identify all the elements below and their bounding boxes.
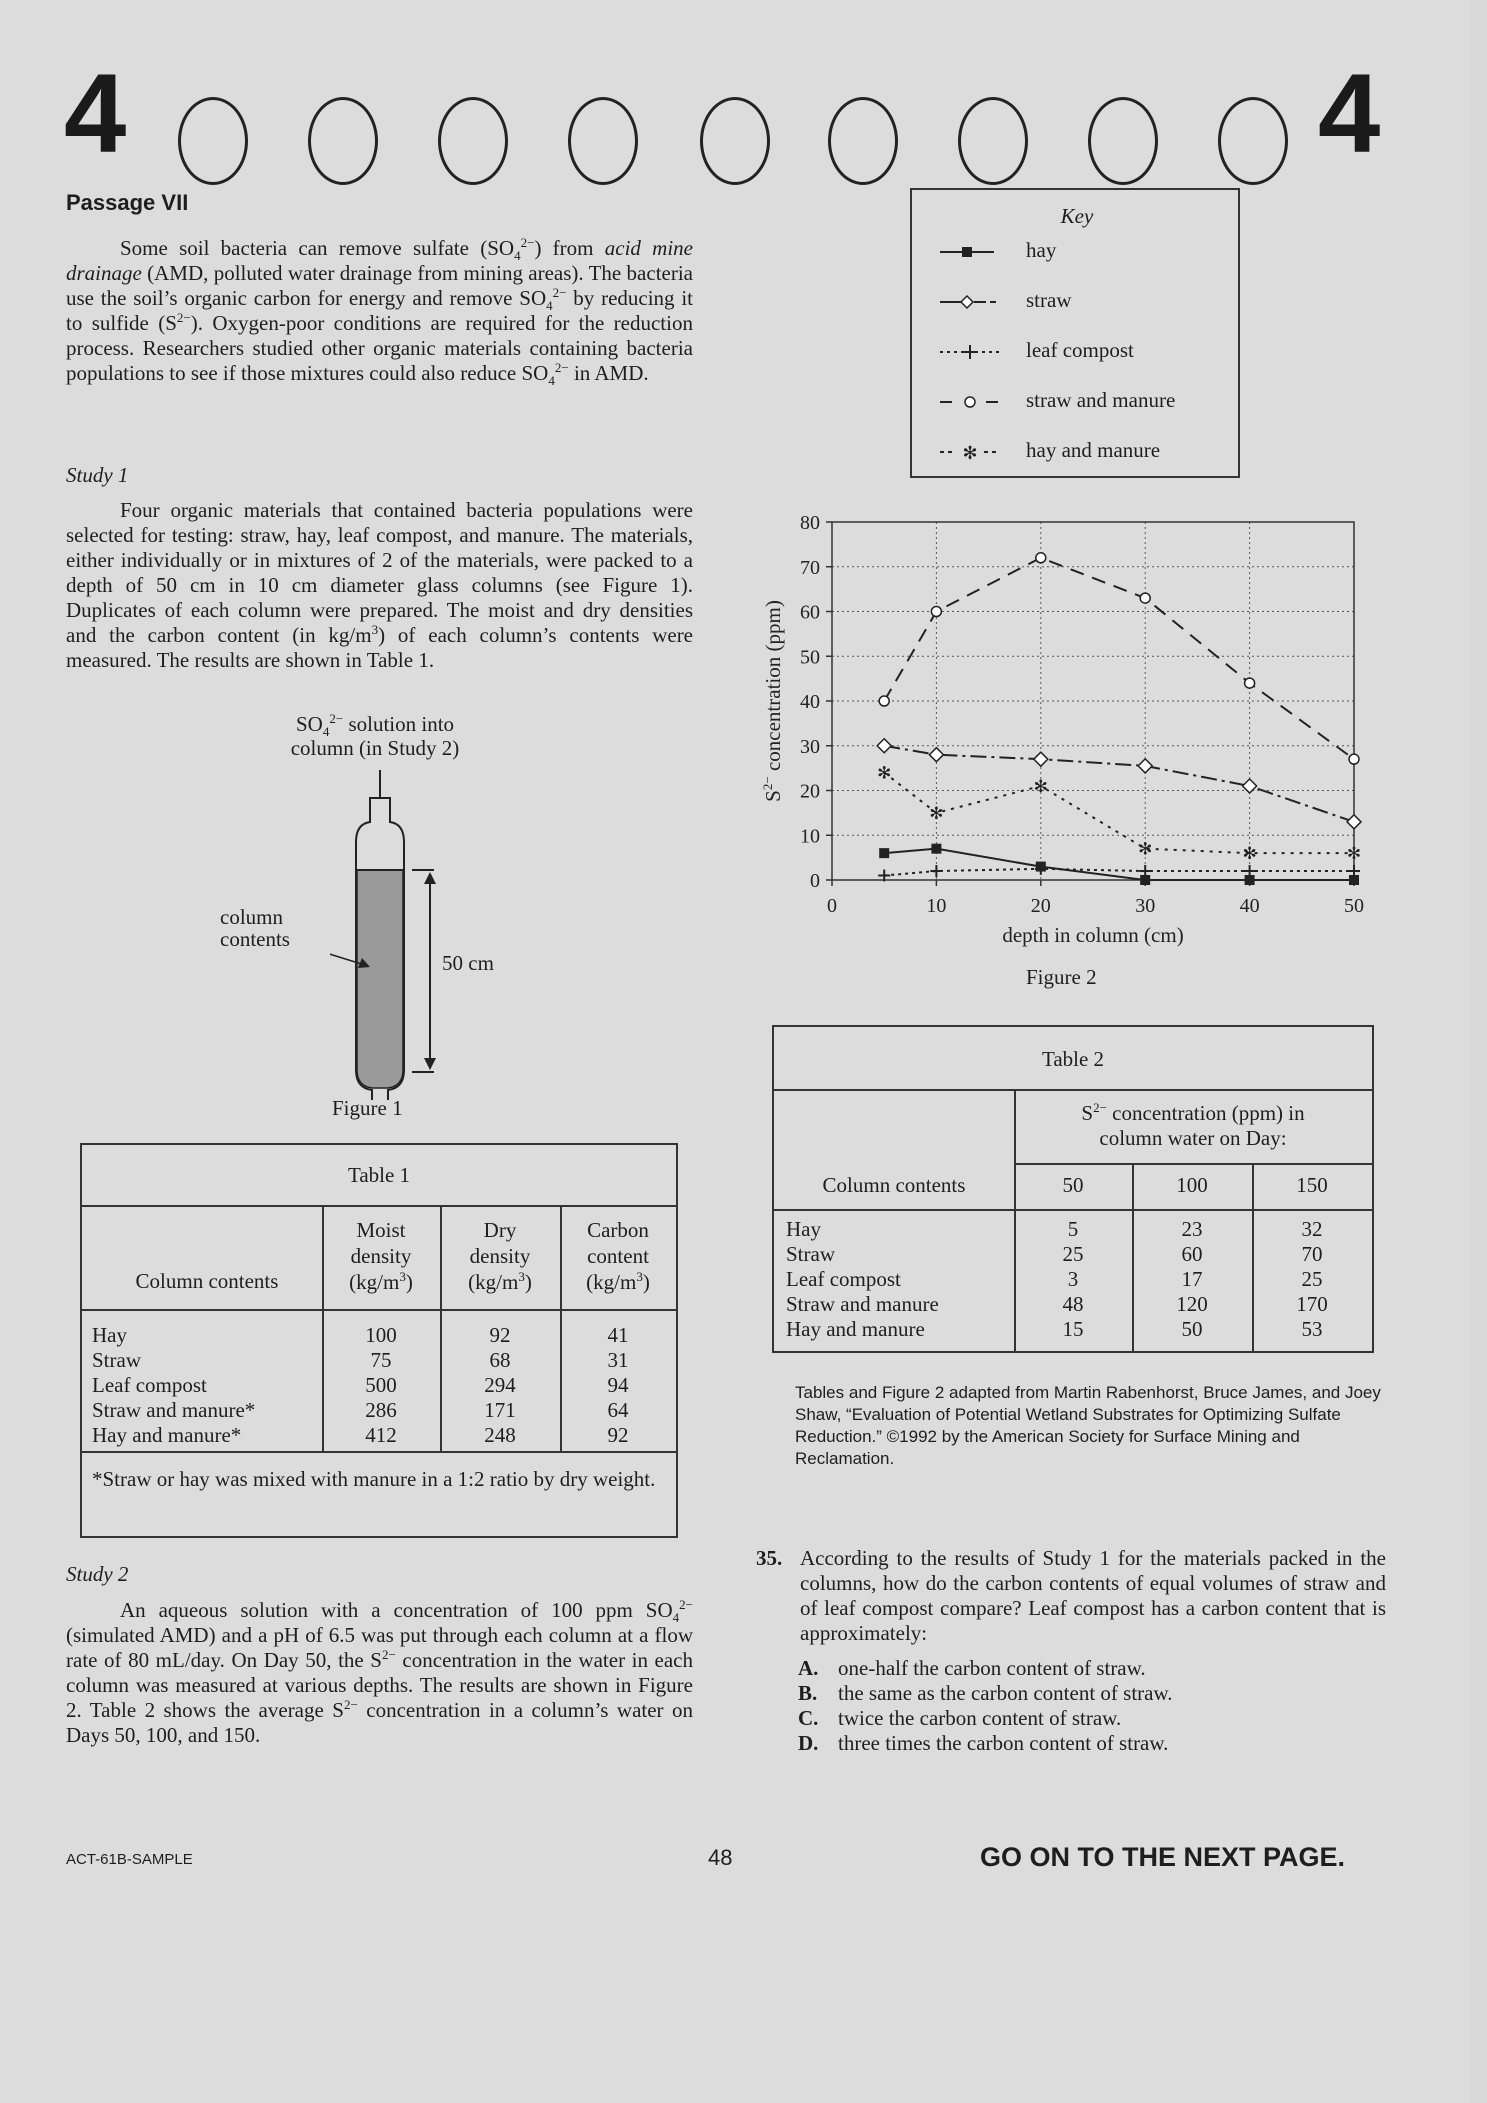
table-cell: Straw	[786, 1242, 835, 1266]
series-line-hay-and-manure	[884, 773, 1354, 854]
data-point	[1349, 754, 1359, 764]
table-cell: 68	[489, 1348, 511, 1372]
key-item: hay	[912, 238, 1242, 268]
answer-choice-c[interactable]: C. twice the carbon content of straw.	[798, 1706, 1122, 1730]
x-tick-label: 30	[1135, 895, 1156, 917]
table1-col-carbon	[560, 1323, 676, 1448]
data-point	[879, 696, 889, 706]
x-tick-label: 0	[827, 895, 837, 917]
data-point	[1243, 779, 1257, 793]
go-on-next-page: GO ON TO THE NEXT PAGE.	[980, 1842, 1346, 1872]
key-item: ✻ hay and manure	[962, 438, 1161, 462]
key-item: straw and manure	[912, 388, 1242, 418]
table-cell: Leaf compost	[92, 1373, 207, 1397]
figure2-key	[910, 188, 1240, 478]
table1-footnote: *Straw or hay was mixed with manure in a 1:2 ratio by dry weight.	[92, 1467, 656, 1491]
table-cell: 92	[489, 1323, 511, 1347]
table2	[772, 1025, 1374, 1353]
y-tick-label: 70	[800, 556, 820, 579]
x-tick-label: 10	[926, 895, 947, 917]
y-tick-label: 60	[800, 601, 820, 624]
data-point	[1034, 752, 1048, 766]
header-circle	[438, 97, 508, 185]
x-axis-label: depth in column (cm)	[1002, 923, 1184, 947]
data-point: ✻	[1138, 839, 1153, 860]
y-tick-label: 40	[800, 691, 820, 713]
table1-col-moist	[322, 1323, 440, 1448]
question-number: 35.	[756, 1546, 783, 1570]
table-cell: 48	[1062, 1292, 1084, 1316]
figure2-caption: Figure 2	[1026, 965, 1097, 989]
data-point: ✻	[1033, 777, 1048, 798]
section-number-left: 4	[64, 51, 127, 176]
study2-text: An aqueous solution with a concentration of 100 ppm $SO_4^{2-}$ (simulated AMD) and a pH of 6.5 was put through each column at a flow rate of 80 mL/day. On Day 50, the $S^{2-}$ concentration in the water in each column was measured at various depths. The results are shown in Figure 2. Table 2 shows the average $S^{2-}$ concentration in a column’s water on Days 50, 100, and 150.	[66, 1597, 694, 1747]
table2-header-day: 50	[1062, 1173, 1084, 1197]
table-cell: Straw	[92, 1348, 141, 1372]
table-cell: 286	[365, 1398, 397, 1422]
table-cell: Leaf compost	[786, 1267, 901, 1291]
chart-grid	[832, 522, 1354, 880]
svg-text:✻: ✻	[962, 443, 978, 462]
y-tick-label: 50	[800, 646, 820, 669]
y-tick-label: 20	[800, 780, 820, 803]
table1-header-dry: Dry density $(kg/m^3)$	[468, 1218, 532, 1294]
data-point	[1347, 815, 1361, 829]
table-cell: 500	[365, 1373, 397, 1397]
study2-label: Study 2	[66, 1562, 129, 1586]
header-circle	[178, 97, 248, 185]
table-cell: 31	[607, 1348, 629, 1372]
table-cell: 92	[607, 1423, 629, 1447]
table1	[80, 1143, 678, 1538]
data-point	[1138, 759, 1152, 773]
table-cell: 41	[607, 1323, 629, 1347]
table-cell: Straw and manure	[786, 1292, 939, 1316]
header-circle	[1218, 97, 1288, 185]
key-item: leaf compost	[1026, 338, 1134, 362]
table-cell: 248	[484, 1423, 516, 1447]
question-stem: According to the results of Study 1 for the materials packed in the columns, how do the carbon contents of equal volumes of straw and of leaf compost compare? Leaf compost has a carbon content that is approximately:	[800, 1546, 1386, 1645]
table1-col-contents	[92, 1323, 322, 1448]
data-point	[1140, 593, 1150, 603]
table2-header-day: 150	[1296, 1173, 1328, 1197]
series-line-straw-and-manure	[884, 558, 1354, 759]
data-point	[931, 607, 941, 617]
table2-col-d50	[1014, 1217, 1132, 1342]
key-item: straw	[912, 288, 1242, 318]
table-cell: 294	[484, 1373, 516, 1397]
figure1-contents-label: column contents	[220, 905, 290, 951]
series-line-leaf-compost	[884, 869, 1354, 876]
table-cell: 15	[1062, 1317, 1084, 1341]
table-cell: 5	[1067, 1217, 1079, 1241]
header-circle	[958, 97, 1028, 185]
figure2-chart	[740, 500, 1400, 1020]
column-diagram	[330, 770, 460, 1100]
table-cell: 170	[1296, 1292, 1328, 1316]
data-point: ✻	[1346, 844, 1362, 865]
table2-col-d100	[1132, 1217, 1252, 1342]
data-point	[930, 865, 942, 877]
table-cell: 50	[1181, 1317, 1203, 1341]
table-cell: Hay and manure*	[92, 1423, 242, 1447]
table-cell: 60	[1181, 1242, 1203, 1266]
table-cell: 70	[1301, 1242, 1323, 1266]
study1-text: Four organic materials that contained bacteria populations were selected for testing: straw, hay, leaf compost, and manure. The materials, either individually or in mixtures of 2 of the materials, were packed to a depth of 50 cm in 10 cm diameter glass columns (see Figure 1). Duplicates of each column were prepared. The moist and dry densities and the carbon content (in $kg/m^3$) of each column’s contents were measured. The results are shown in Table 1.	[66, 498, 694, 672]
figure1-depth-label: 50 cm	[442, 951, 494, 975]
data-point: ✻	[929, 803, 944, 824]
question-35	[756, 1546, 1386, 1756]
answer-choice-b[interactable]: B. the same as the carbon content of straw.	[798, 1681, 1173, 1705]
study1-label: Study 1	[66, 463, 129, 487]
table-cell: 3	[1067, 1267, 1079, 1291]
table2-header-contents: Column contents	[822, 1173, 966, 1197]
y-tick-label: 30	[800, 735, 820, 758]
y-tick-label: 0	[810, 870, 820, 892]
table-cell: Straw and manure*	[92, 1398, 256, 1422]
table-cell: Hay	[92, 1323, 127, 1347]
table-cell: 171	[484, 1398, 516, 1422]
table-cell: Hay	[786, 1217, 821, 1241]
table-cell: 32	[1301, 1217, 1323, 1241]
table1-header-contents: Column contents	[135, 1269, 279, 1293]
table-cell: 53	[1301, 1317, 1323, 1341]
header-circle	[568, 97, 638, 185]
table-cell: 75	[370, 1348, 392, 1372]
answer-choice-a[interactable]: A. one-half the carbon content of straw.	[798, 1656, 1146, 1680]
table2-col-contents	[786, 1217, 1014, 1342]
table-cell: 94	[607, 1373, 629, 1397]
page-number: 48	[708, 1845, 733, 1870]
source-credit: Tables and Figure 2 adapted from Martin Rabenhorst, Bruce James, and Joey Shaw, “Evaluation of Potential Wetland Substrates for Optimizing Sulfate Reduction.” ©1992 by the American Society for Surface Mining and Reclamation.	[795, 1383, 1381, 1468]
data-point	[879, 848, 889, 858]
data-point	[931, 844, 941, 854]
section-number-right: 4	[1318, 51, 1381, 176]
header-circle	[828, 97, 898, 185]
x-tick-label: 50	[1344, 895, 1364, 917]
data-point: ✻	[1242, 844, 1257, 865]
figure1-inlet-label: $SO_4^{2-}$ solution into column (in Study 2)	[290, 711, 460, 760]
passage-intro: Some soil bacteria can remove sulfate $(SO_4^{2-})$ from acid mine drainage (AMD, polluted water drainage from mining areas). The bacteria use the soil’s organic carbon for energy and remove $SO_4^{2-}$ by reducing it to sulfide $(S^{2-})$. Oxygen-poor conditions are required for the reduction process. Researchers studied other organic materials containing bacteria populations to see if those mixtures could also reduce $SO_4^{2-}$ in AMD.	[66, 235, 693, 389]
table2-title: Table 2	[1041, 1047, 1105, 1071]
table2-group-header: $S^{2-}$ concentration (ppm) in column water on Day:	[1081, 1100, 1305, 1150]
table1-col-dry	[440, 1323, 560, 1448]
table-cell: 25	[1301, 1267, 1323, 1291]
table2-col-d150	[1252, 1217, 1372, 1342]
y-tick-label: 10	[800, 825, 820, 848]
table1-header-moist: Moist density $(kg/m^3)$	[349, 1218, 413, 1294]
table-cell: Hay and manure	[786, 1317, 925, 1341]
passage-title: Passage VII	[66, 190, 189, 215]
answer-choices	[798, 1656, 1386, 1756]
table-cell: 17	[1181, 1267, 1203, 1291]
table-cell: 120	[1176, 1292, 1208, 1316]
table2-header-day: 100	[1176, 1173, 1208, 1197]
data-point	[1036, 553, 1046, 563]
y-tick-label: 80	[800, 512, 820, 534]
x-tick-label: 40	[1239, 895, 1260, 917]
header-circle	[308, 97, 378, 185]
y-axis-label: $S^{2-}$ concentration (ppm)	[760, 600, 785, 802]
data-point: ✻	[877, 763, 892, 784]
header-circle	[1088, 97, 1158, 185]
data-point	[877, 739, 891, 753]
key-title: Key	[1060, 204, 1094, 228]
table1-title: Table 1	[347, 1163, 411, 1187]
figure1-caption: Figure 1	[332, 1096, 403, 1120]
answer-choice-d[interactable]: D. three times the carbon content of straw.	[798, 1731, 1169, 1755]
header-circle	[700, 97, 770, 185]
x-tick-label: 20	[1030, 895, 1051, 917]
series-line-straw	[884, 746, 1354, 822]
table-cell: 64	[607, 1398, 629, 1422]
footer-code: ACT-61B-SAMPLE	[66, 1851, 193, 1868]
data-point	[1245, 678, 1255, 688]
chart-axes	[760, 512, 1364, 947]
table-cell: 23	[1181, 1217, 1203, 1241]
table-cell: 412	[365, 1423, 397, 1447]
table-cell: 100	[365, 1323, 397, 1347]
data-point	[929, 748, 943, 762]
table1-header-carbon: Carbon content $(kg/m^3)$	[586, 1218, 650, 1294]
table-cell: 25	[1062, 1242, 1084, 1266]
